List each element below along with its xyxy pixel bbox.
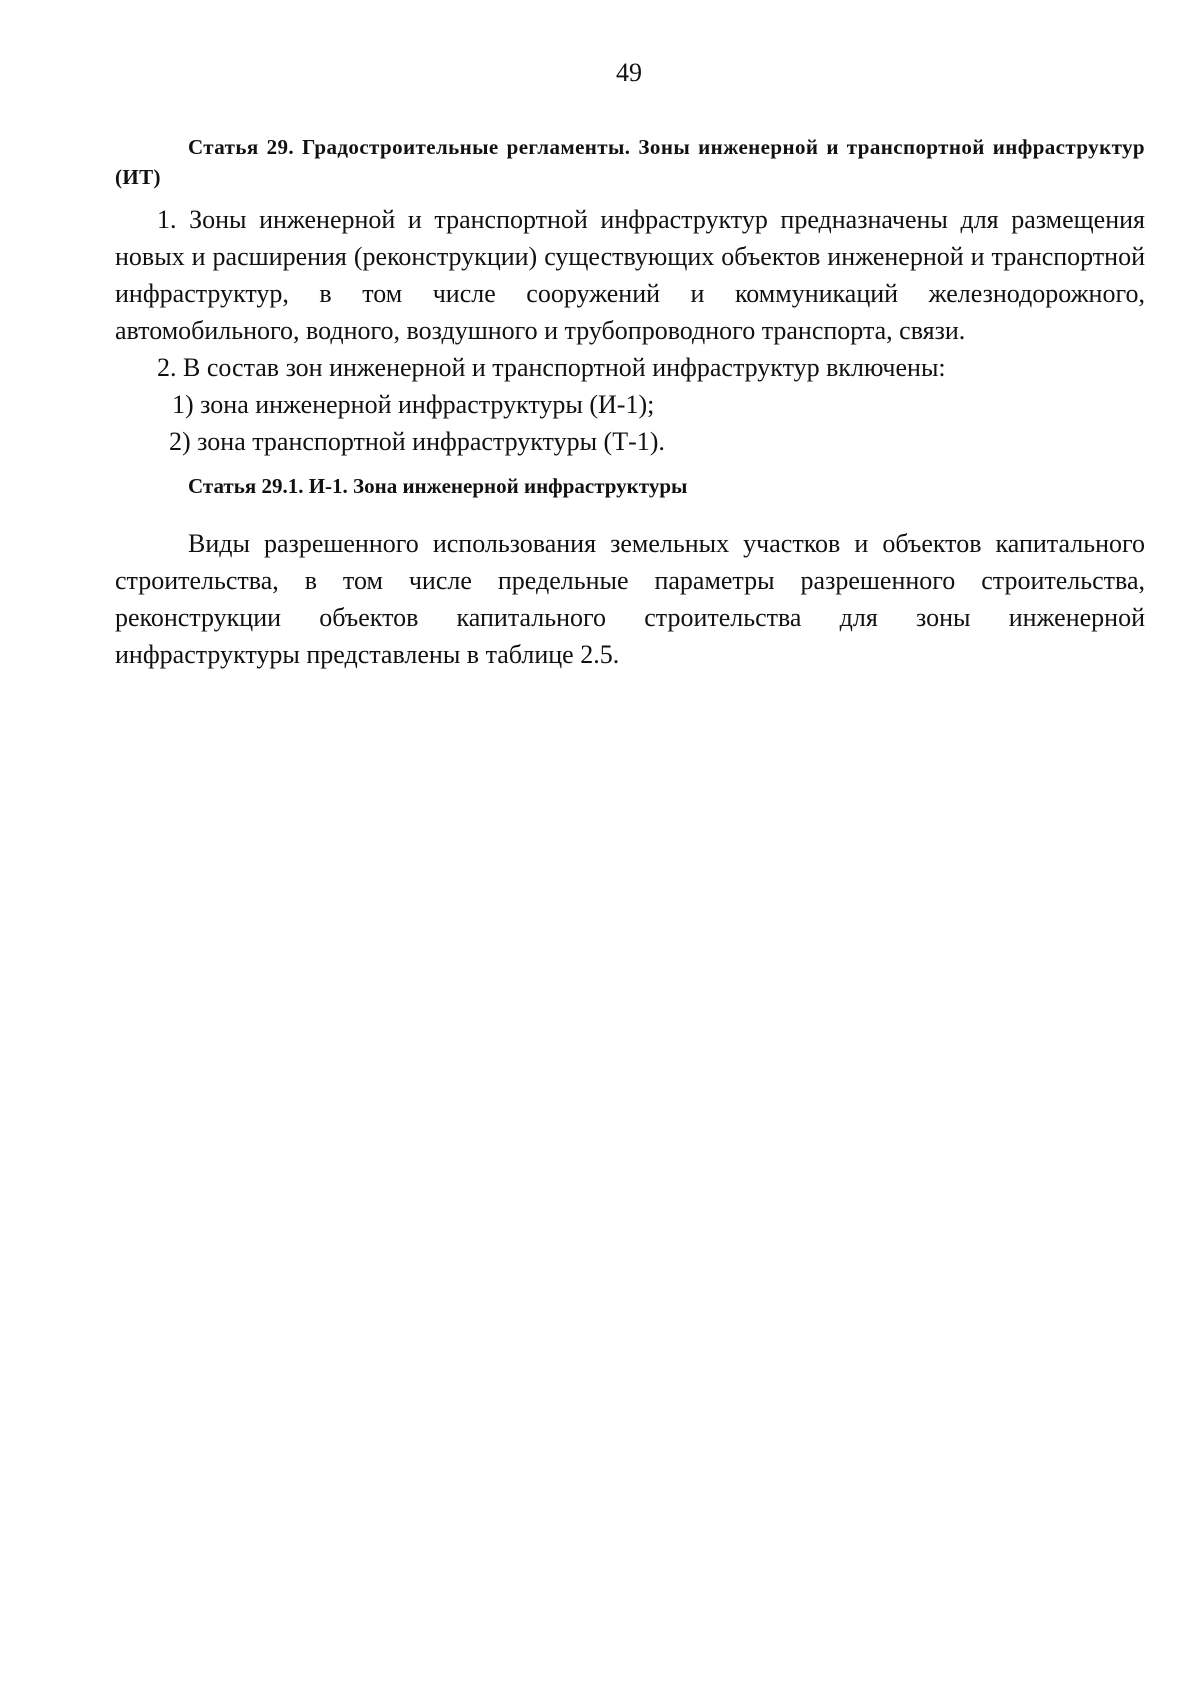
article-29-heading: Статья 29. Градостроительные регламенты. Зоны инженерной и транспортной инфраструктур (ИТ) (115, 135, 1145, 189)
article-29-1-paragraph: Виды разрешенного использования земельных участков и объектов капитального строительства, в том числе предельные параметры разрешенного строительства, реконструкции объектов капитального строительства для зоны инженерной инфраструктуры представлены в таблице 2.5. (115, 529, 1145, 669)
article-29-paragraph-1: 1. Зоны инженерной и транспортной инфраструктур предназначены для размещения новых и расширения (реконструкции) существующих объектов инженерной и транспортной инфраструктур, в том числе сооружений и коммуникаций железнодорожного, автомобильного, водного, воздушного и трубопроводного транспорта, связи. (115, 205, 1145, 345)
article-29-1-heading: Статья 29.1. И-1. Зона инженерной инфраструктуры (188, 474, 688, 498)
page-content (115, 132, 1145, 673)
list-item-1: 1) зона инженерной инфраструктуры (И-1); (172, 390, 655, 419)
list-item-2: 2) зона транспортной инфраструктуры (Т-1). (169, 427, 665, 456)
article-29-paragraph-2: 2. В состав зон инженерной и транспортной инфраструктур включены: (157, 353, 946, 382)
page-number: 49 (616, 58, 642, 87)
